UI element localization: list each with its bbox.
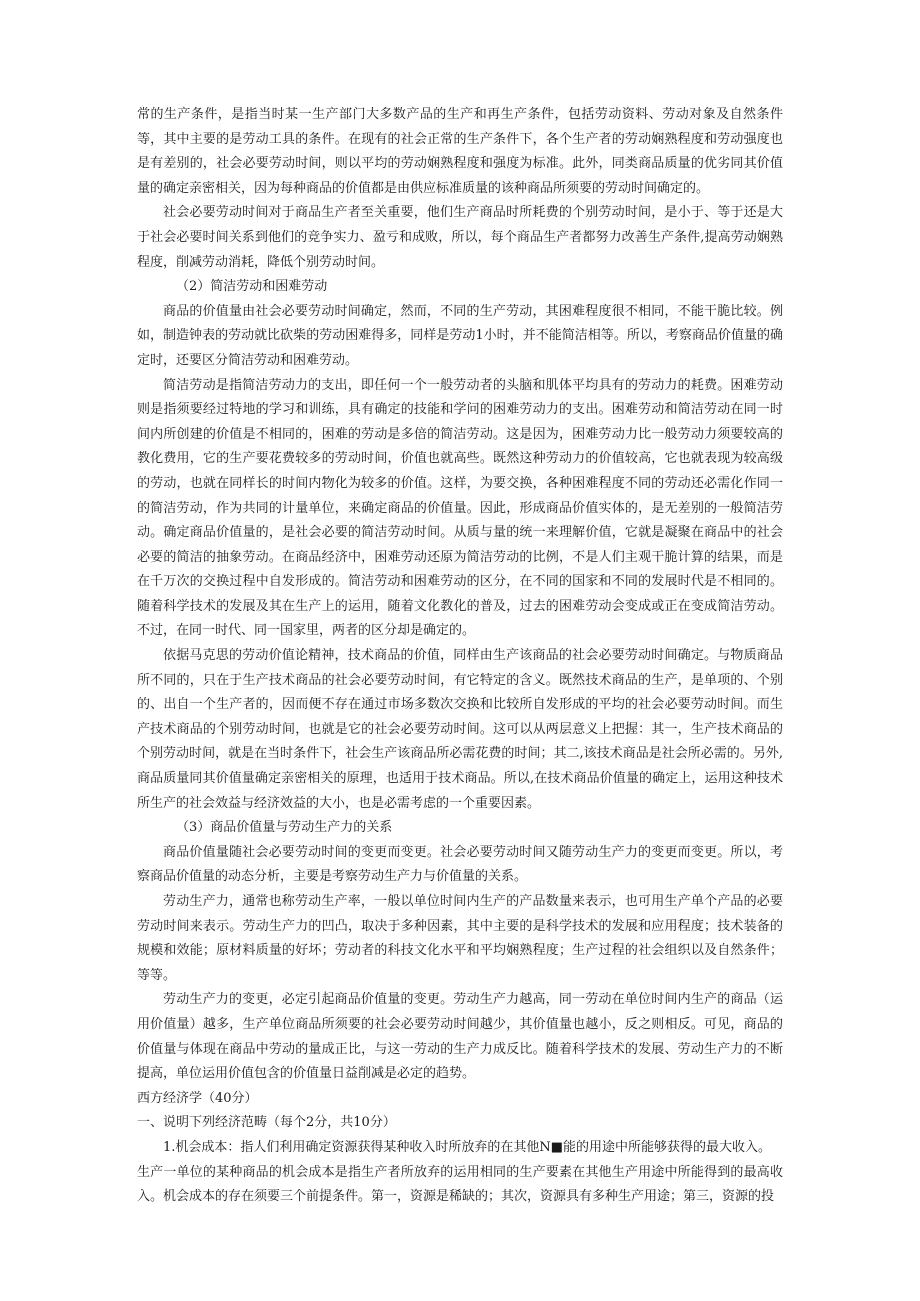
- paragraph-production-conditions: 常的生产条件，是指当时某一生产部门大多数产品的生产和再生产条件，包括劳动资料、劳动对象及自然条件等，其中主要的是劳动工具的条件。在现有的社会正常的生产条件下，各个生产者的劳动娴熟程度和劳动强度也是有差别的，社会必要劳动时间，则以平均的劳动娴熟程度和强度为标准。此外，同类商品质量的优劣同其价值量的确定亲密相关，因为每种商品的价值都是由供应标准质量的该种商品所须要的劳动时间确定的。: [137, 107, 783, 196]
- heading-simple-complex-labor: （2）简洁劳动和困难劳动: [176, 279, 328, 295]
- paragraph-labor-difficulty: 商品的价值量由社会必要劳动时间确定，然而，不同的生产劳动，其困难程度很不相同，不能干脆比较。例如，制造钟表的劳动就比砍柴的劳动困难得多，同样是劳动1小时，并不能简洁相等。所以，考察商品价值量的确定时，还要区分简洁劳动和困难劳动。: [137, 303, 783, 368]
- paragraph-opportunity-cost-continued: 生产一单位的某种商品的机会成本是指生产者所放弃的运用相同的生产要素在其他生产用途中所能得到的最高收入。机会成本的存在须要三个前提条件。第一，资源是稀缺的；其次，资源具有多种生产用途；第三，资源的投: [137, 1164, 783, 1205]
- heading-value-productivity: （3）商品价值量与劳动生产力的关系: [176, 820, 393, 836]
- section-subtitle-explain-categories: 一、说明下列经济范畴（每个2分，共10分）: [137, 1115, 396, 1131]
- paragraph-labor-productivity: 劳动生产力，通常也称劳动生产率，一般以单位时间内生产的产品数量来表示，也可用生产单个产品的必要劳动时间来表示。劳动生产力的凹凸，取决于多种因素，其中主要的是科学技术的发展和应用程度；技术装备的规模和效能；原材料质量的好坏；劳动者的科技文化水平和平均娴熟程度；生产过程的社会组织以及自然条件；等等。: [137, 894, 783, 983]
- paragraph-opportunity-cost: 1.机会成本：指人们利用确定资源获得某种收入时所放弃的在其他N■能的用途中所能够获得的最大收入。: [163, 1139, 772, 1155]
- paragraph-technical-goods-value: 依据马克思的劳动价值论精神，技术商品的价值，同样由生产该商品的社会必要劳动时间确定。与物质商品所不同的，只在于生产技术商品的社会必要劳动时间，有它特定的含义。既然技术商品的生产，是单项的、个别的、出自一个生产者的，因而便不存在通过市场多数次交换和比较所自发形成的平均的社会必要劳动时间。而生产技术商品的个别劳动时间，也就是它的社会必要劳动时间。这可以从两层意义上把握：其一，生产技术商品的个别劳动时间，就是在当时条件下，社会生产该商品所必需花费的时间；其二,该技术商品是社会所必需的。另外,商品质量同其价值量确定亲密相关的原理，也适用于技术商品。所以,在技术商品价值量的确定上，运用这种技术所生产的社会效益与经济效益的大小，也是必需考虑的一个重要因素。: [137, 648, 783, 811]
- paragraph-simple-labor-definition: 简洁劳动是指简洁劳动力的支出，即任何一个一般劳动者的头脑和肌体平均具有的劳动力的耗费。困难劳动则是指须要经过特地的学习和训练，具有确定的技能和学问的困难劳动力的支出。困难劳动和简洁劳动在同一时间内所创建的价值是不相同的，困难的劳动是多倍的简洁劳动。这是因为，困难劳动力比一般劳动力须要较高的教化费用，它的生产要花费较多的劳动时间，价值也就高些。既然这种劳动力的价值较高，它也就表现为较高级的劳动，也就在同样长的时间内物化为较多的价值。这样，为要交换，各种困难程度不同的劳动还必需化作同一的简洁劳动，作为共同的计量单位，来确定商品的价值量。因此，形成商品价值实体的，是无差别的一般简洁劳动。确定商品价值量的，是社会必要的简洁劳动时间。从质与量的统一来理解价值，它就是凝聚在商品中的社会必要的简洁的抽象劳动。在商品经济中，困难劳动还原为简洁劳动的比例，不是人们主观干脆计算的结果，而是在千万次的交换过程中自发形成的。简洁劳动和困难劳动的区分，在不同的国家和不同的发展时代是不相同的。随着科学技术的发展及其在生产上的运用，随着文化教化的普及，过去的困难劳动会变成或正在变成简洁劳动。不过，在同一时代、同一国家里，两者的区分却是确定的。: [137, 377, 783, 639]
- paragraph-value-change: 商品价值量随社会必要劳动时间的变更而变更。社会必要劳动时间又随劳动生产力的变更而变更。所以，考察商品价值量的动态分析，主要是考察劳动生产力与价值量的关系。: [137, 844, 783, 885]
- paragraph-necessary-labor-time: 社会必要劳动时间对于商品生产者至关重要，他们生产商品时所耗费的个别劳动时间，是小于、等于还是大于社会必要时间关系到他们的竞争实力、盈亏和成败，所以，每个商品生产者都努力改善生产条件,提高劳动娴熟程度，削减劳动消耗，降低个别劳动时间。: [137, 205, 783, 270]
- section-title-western-economics: 西方经济学（40分）: [137, 1090, 258, 1106]
- paragraph-productivity-change: 劳动生产力的变更，必定引起商品价值量的变更。劳动生产力越高，同一劳动在单位时间内生产的商品（运用价值量）越多，生产单位商品所须要的社会必要劳动时间越少，其价值量也越小，反之则相反。可见，商品的价值量与体现在商品中劳动的量成正比，与这一劳动的生产力成反比。随着科学技术的发展、劳动生产力的不断提高，单位运用价值包含的价值量日益削减是必定的趋势。: [137, 992, 783, 1082]
- document-body: [137, 103, 783, 1210]
